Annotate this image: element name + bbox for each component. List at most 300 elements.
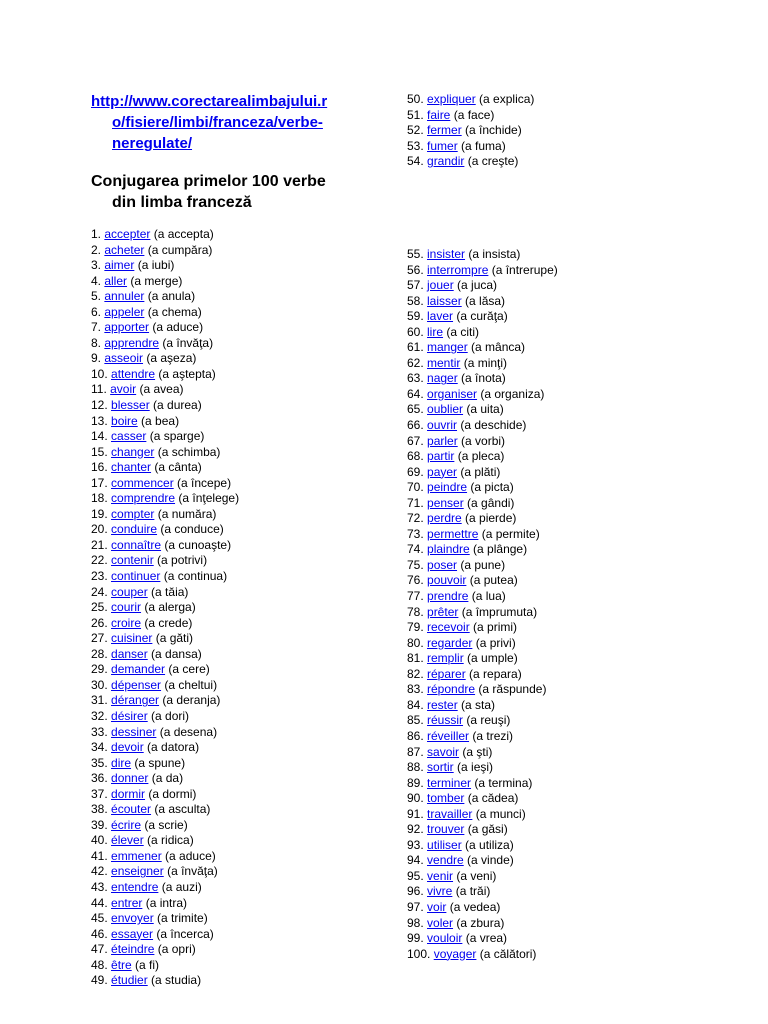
verb-number: 44.	[91, 895, 112, 910]
verb-translation: (a aştepta)	[155, 366, 216, 381]
verb-number: 8.	[91, 335, 105, 350]
verb-link[interactable]: donner	[111, 771, 149, 786]
source-link-line-3[interactable]	[91, 133, 381, 154]
verb-list-item	[407, 853, 558, 869]
verb-number: 86.	[407, 728, 428, 743]
verb-link[interactable]: enseigner	[111, 864, 164, 879]
verb-link[interactable]: utiliser	[427, 837, 462, 852]
verb-translation: (a începe)	[173, 475, 232, 490]
verb-number: 38.	[91, 802, 112, 817]
verb-translation: (a vinde)	[463, 853, 514, 868]
verb-link[interactable]: ouvrir	[427, 418, 458, 433]
verb-list-item	[91, 398, 239, 414]
verb-link[interactable]: appeler	[104, 304, 145, 319]
verb-number: 69.	[407, 464, 428, 479]
verb-number: 74.	[407, 542, 428, 557]
verb-list-item	[91, 414, 239, 430]
verb-number: 59.	[407, 309, 428, 324]
verb-link[interactable]: prendre	[427, 589, 469, 604]
verb-list-item	[407, 356, 558, 372]
verb-link[interactable]: dormir	[111, 786, 146, 801]
verb-number: 40.	[91, 833, 112, 848]
verb-number: 92.	[407, 822, 428, 837]
verb-link[interactable]: devoir	[111, 740, 144, 755]
verb-link[interactable]: voler	[427, 915, 454, 930]
verb-number: 35.	[91, 755, 112, 770]
verb-translation: (a auzi)	[158, 879, 202, 894]
verb-link[interactable]: recevoir	[427, 620, 470, 635]
verb-number: 29.	[91, 662, 112, 677]
verb-list-item	[407, 325, 558, 341]
verb-translation: (a desena)	[156, 724, 218, 739]
verb-link[interactable]: étudier	[111, 973, 148, 988]
verb-list-item	[91, 942, 239, 958]
verb-list-item	[91, 305, 239, 321]
verb-link[interactable]: réveiller	[427, 728, 470, 743]
verb-number: 67.	[407, 433, 428, 448]
verb-number: 27.	[91, 631, 112, 646]
verb-link[interactable]: plaindre	[427, 542, 470, 557]
verb-list-item	[91, 258, 239, 274]
verb-link[interactable]: continuer	[111, 569, 161, 584]
verb-list-item	[407, 900, 558, 916]
verb-link[interactable]: nager	[427, 371, 458, 386]
verb-list-item	[91, 849, 239, 865]
verb-link[interactable]: payer	[427, 464, 458, 479]
verb-link[interactable]: envoyer	[111, 911, 154, 926]
source-url-part-2[interactable]: o/fisiere/limbi/franceza/verbe-	[112, 114, 323, 131]
verb-translation: (a sta)	[457, 697, 496, 712]
verb-link[interactable]: voyager	[433, 946, 477, 961]
verb-link[interactable]: fermer	[427, 123, 462, 138]
verb-link[interactable]: parler	[427, 433, 458, 448]
verb-link[interactable]: permettre	[427, 526, 479, 541]
verb-number: 77.	[407, 589, 428, 604]
source-url-part-1[interactable]: http://www.corectarealimbajului.r	[91, 93, 328, 110]
verb-list-item	[91, 740, 239, 756]
verb-list-item	[91, 336, 239, 352]
verb-list-item	[407, 542, 558, 558]
verb-number: 83.	[407, 682, 428, 697]
verb-link[interactable]: chanter	[111, 460, 152, 475]
verb-link[interactable]: croire	[111, 615, 142, 630]
verb-translation: (a fi)	[131, 957, 160, 972]
verb-number: 17.	[91, 475, 112, 490]
verb-link[interactable]: laver	[427, 309, 454, 324]
verb-list-item	[91, 864, 239, 880]
verb-number: 90.	[407, 791, 428, 806]
verb-link[interactable]: désirer	[111, 708, 148, 723]
verb-number: 16.	[91, 460, 112, 475]
verb-number: 21.	[91, 537, 112, 552]
verb-number: 36.	[91, 771, 112, 786]
verb-link[interactable]: expliquer	[427, 92, 476, 106]
verb-link[interactable]: commencer	[111, 475, 174, 490]
verb-link[interactable]: conduire	[111, 522, 158, 537]
verb-translation: (a continua)	[160, 569, 228, 584]
verb-translation: (a conduce)	[157, 522, 224, 537]
verb-link[interactable]: venir	[427, 868, 454, 883]
verb-translation: (a curăţa)	[453, 309, 508, 324]
verb-translation: (a putea)	[466, 573, 518, 588]
verb-link[interactable]: contenir	[111, 553, 154, 568]
verb-translation: (a gândi)	[463, 495, 515, 510]
verb-link[interactable]: casser	[111, 429, 147, 444]
verb-list-item	[91, 802, 239, 818]
verb-list-column-2	[407, 92, 534, 170]
verb-number: 30.	[91, 677, 112, 692]
verb-list-item	[407, 247, 558, 263]
verb-list-item	[407, 263, 558, 279]
verb-link[interactable]: être	[111, 957, 132, 972]
verb-link[interactable]: travailler	[427, 806, 473, 821]
verb-link[interactable]: peindre	[427, 480, 468, 495]
verb-translation: (a iubi)	[134, 258, 175, 273]
verb-link[interactable]: entrer	[111, 895, 143, 910]
verb-list-item	[407, 309, 558, 325]
verb-link[interactable]: perdre	[427, 511, 462, 526]
verb-translation: (a minţi)	[460, 355, 508, 370]
verb-number: 80.	[407, 635, 428, 650]
verb-list-item	[407, 589, 558, 605]
verb-list-item	[407, 278, 558, 294]
verb-list-item	[407, 791, 558, 807]
verb-translation: (a cumpăra)	[144, 242, 213, 257]
verb-link[interactable]: asseoir	[104, 351, 144, 366]
verb-link[interactable]: pouvoir	[427, 573, 467, 588]
verb-link[interactable]: attendre	[111, 366, 156, 381]
verb-link[interactable]: remplir	[427, 651, 464, 666]
verb-translation: (a dori)	[147, 708, 190, 723]
verb-number: 39.	[91, 817, 112, 832]
verb-list-item	[91, 662, 239, 678]
verb-number: 33.	[91, 724, 112, 739]
verb-link[interactable]: regarder	[427, 635, 473, 650]
verb-list-item	[91, 538, 239, 554]
verb-number: 99.	[407, 931, 428, 946]
verb-list-item	[407, 465, 558, 481]
verb-link[interactable]: jouer	[427, 278, 454, 293]
verb-translation: (a primi)	[469, 620, 518, 635]
verb-link[interactable]: fumer	[427, 138, 458, 153]
verb-number: 34.	[91, 740, 112, 755]
verb-number: 66.	[407, 418, 428, 433]
verb-number: 54.	[407, 154, 428, 169]
verb-number: 71.	[407, 495, 428, 510]
verb-link[interactable]: boire	[111, 413, 138, 428]
verb-number: 4.	[91, 273, 105, 288]
verb-link[interactable]: organiser	[427, 386, 478, 401]
verb-link[interactable]: dépenser	[111, 677, 162, 692]
verb-number: 57.	[407, 278, 428, 293]
verb-number: 15.	[91, 444, 112, 459]
verb-translation: (a anula)	[144, 289, 196, 304]
verb-translation: (a bea)	[137, 413, 180, 428]
verb-list-item	[407, 434, 558, 450]
source-link-line-2[interactable]	[91, 112, 381, 133]
verb-link[interactable]: insister	[427, 247, 466, 261]
verb-list-item	[91, 351, 239, 367]
verb-translation: (a umple)	[463, 651, 518, 666]
verb-link[interactable]: dessiner	[111, 724, 157, 739]
verb-link[interactable]: acheter	[104, 242, 145, 257]
verb-list-item	[407, 558, 558, 574]
verb-link[interactable]: demander	[111, 662, 166, 677]
verb-link[interactable]: réparer	[427, 666, 466, 681]
verb-list-item	[91, 771, 239, 787]
verb-list-item	[91, 678, 239, 694]
verb-link[interactable]: comprendre	[111, 491, 176, 506]
verb-number: 12.	[91, 398, 112, 413]
verb-number: 7.	[91, 320, 105, 335]
verb-number: 96.	[407, 884, 428, 899]
verb-link[interactable]: dire	[111, 755, 132, 770]
verb-link[interactable]: danser	[111, 646, 148, 661]
verb-list-item	[407, 154, 534, 170]
verb-link[interactable]: réussir	[427, 713, 464, 728]
verb-list-item	[407, 449, 558, 465]
verb-list-item	[91, 507, 239, 523]
verb-translation: (a veni)	[453, 868, 497, 883]
verb-list-item	[91, 289, 239, 305]
verb-translation: (a avea)	[136, 382, 184, 397]
verb-link[interactable]: couper	[111, 584, 148, 599]
verb-link[interactable]: aller	[104, 273, 128, 288]
verb-list-item	[407, 947, 558, 963]
verb-number: 18.	[91, 491, 112, 506]
verb-number: 37.	[91, 786, 112, 801]
verb-translation: (a lua)	[468, 589, 506, 604]
verb-list-item	[91, 320, 239, 336]
verb-translation: (a uita)	[463, 402, 504, 417]
verb-number: 41.	[91, 848, 112, 863]
verb-number: 2.	[91, 242, 105, 257]
verb-link[interactable]: prêter	[427, 604, 459, 619]
verb-translation: (a ridica)	[143, 833, 194, 848]
verb-list-item	[407, 418, 558, 434]
verb-list-item	[407, 92, 534, 108]
verb-link[interactable]: apporter	[104, 320, 150, 335]
verb-number: 13.	[91, 413, 112, 428]
verb-link[interactable]: blesser	[111, 398, 150, 413]
verb-list-item	[91, 693, 239, 709]
verb-link[interactable]: entendre	[111, 879, 159, 894]
verb-link[interactable]: tomber	[427, 791, 465, 806]
verb-translation: (a aşeza)	[143, 351, 197, 366]
verb-link[interactable]: vivre	[427, 884, 453, 899]
verb-number: 60.	[407, 324, 428, 339]
verb-translation: (a opri)	[154, 942, 196, 957]
verb-link[interactable]: manger	[427, 340, 468, 355]
verb-link[interactable]: essayer	[111, 926, 154, 941]
verb-list-item	[91, 647, 239, 663]
page-title-line-1: Conjugarea primelor 100 verbe	[91, 173, 326, 190]
verb-translation: (a fuma)	[457, 138, 506, 153]
source-link	[91, 91, 381, 154]
verb-list-item	[407, 760, 558, 776]
verb-link[interactable]: annuler	[104, 289, 145, 304]
verb-list-item	[91, 460, 239, 476]
verb-link[interactable]: cuisiner	[111, 631, 153, 646]
verb-link[interactable]: vendre	[427, 853, 464, 868]
verb-translation: (a zbura)	[453, 915, 505, 930]
verb-link[interactable]: élever	[111, 833, 144, 848]
verb-translation: (a deschide)	[457, 418, 527, 433]
page-title-line-2: din limba franceză	[112, 194, 252, 211]
verb-link[interactable]: apprendre	[104, 335, 160, 350]
verb-translation: (a trezi)	[469, 728, 514, 743]
verb-list-item	[407, 916, 558, 932]
verb-translation: (a trăi)	[452, 884, 491, 899]
verb-list-item	[407, 869, 558, 885]
verb-list-item	[407, 496, 558, 512]
verb-list-item	[91, 631, 239, 647]
verb-link[interactable]: répondre	[427, 682, 476, 697]
verb-number: 48.	[91, 957, 112, 972]
verb-link[interactable]: interrompre	[427, 262, 489, 277]
verb-list-item	[407, 371, 558, 387]
verb-translation: (a juca)	[453, 278, 498, 293]
verb-number: 97.	[407, 899, 428, 914]
verb-list-item	[91, 973, 239, 989]
verb-number: 42.	[91, 864, 112, 879]
verb-number: 10.	[91, 366, 112, 381]
verb-translation: (a plânge)	[469, 542, 528, 557]
verb-list-item	[407, 651, 558, 667]
verb-link[interactable]: faire	[427, 107, 451, 122]
verb-list-item	[91, 833, 239, 849]
verb-link[interactable]: rester	[427, 697, 458, 712]
verb-number: 5.	[91, 289, 105, 304]
verb-link[interactable]: lire	[427, 324, 444, 339]
verb-link[interactable]: laisser	[427, 293, 462, 308]
verb-number: 98.	[407, 915, 428, 930]
verb-number: 31.	[91, 693, 112, 708]
verb-link[interactable]: savoir	[427, 744, 460, 759]
verb-number: 100.	[407, 946, 434, 961]
verb-translation: (a cânta)	[151, 460, 202, 475]
verb-link[interactable]: partir	[427, 449, 455, 464]
verb-translation: (a citi)	[443, 324, 480, 339]
verb-link[interactable]: accepter	[104, 227, 151, 241]
verb-number: 82.	[407, 666, 428, 681]
verb-list-item	[407, 745, 558, 761]
verb-link[interactable]: compter	[111, 506, 155, 521]
verb-translation: (a accepta)	[150, 227, 214, 241]
verb-list-item	[91, 818, 239, 834]
verb-list-item	[407, 605, 558, 621]
verb-list-item	[91, 429, 239, 445]
verb-link[interactable]: écrire	[111, 817, 142, 832]
verb-link[interactable]: voir	[427, 899, 447, 914]
verb-number: 1.	[91, 227, 105, 241]
verb-link[interactable]: oublier	[427, 402, 464, 417]
verb-number: 43.	[91, 879, 112, 894]
verb-number: 58.	[407, 293, 428, 308]
verb-number: 20.	[91, 522, 112, 537]
verb-translation: (a învăţa)	[163, 864, 218, 879]
verb-number: 94.	[407, 853, 428, 868]
verb-translation: (a reuşi)	[463, 713, 511, 728]
verb-list-item	[407, 139, 534, 155]
verb-link[interactable]: trouver	[427, 822, 465, 837]
verb-number: 70.	[407, 480, 428, 495]
verb-number: 32.	[91, 708, 112, 723]
verb-list-item	[91, 522, 239, 538]
verb-number: 88.	[407, 760, 428, 775]
verb-translation: (a trimite)	[153, 911, 208, 926]
verb-number: 73.	[407, 526, 428, 541]
verb-link[interactable]: aimer	[104, 258, 135, 273]
verb-list-item	[91, 725, 239, 741]
source-url-part-3[interactable]: neregulate/	[112, 135, 193, 152]
verb-translation: (a spune)	[131, 755, 186, 770]
verb-link[interactable]: grandir	[427, 154, 465, 169]
verb-number: 51.	[407, 107, 428, 122]
verb-translation: (a vrea)	[462, 931, 508, 946]
verb-translation: (a picta)	[467, 480, 514, 495]
verb-translation: (a găsi)	[464, 822, 508, 837]
verb-link[interactable]: écouter	[111, 802, 152, 817]
verb-number: 25.	[91, 600, 112, 615]
verb-translation: (a călători)	[476, 946, 537, 961]
verb-list-item	[407, 884, 558, 900]
verb-number: 76.	[407, 573, 428, 588]
verb-link[interactable]: courir	[111, 600, 142, 615]
verb-number: 53.	[407, 138, 428, 153]
verb-number: 93.	[407, 837, 428, 852]
verb-link[interactable]: éteindre	[111, 942, 155, 957]
verb-link[interactable]: avoir	[110, 382, 137, 397]
verb-link[interactable]: sortir	[427, 760, 454, 775]
verb-list-item	[91, 958, 239, 974]
verb-translation: (a vedea)	[446, 899, 501, 914]
verb-link[interactable]: déranger	[111, 693, 160, 708]
verb-list-item	[407, 573, 558, 589]
verb-list-item	[91, 787, 239, 803]
source-link-line-1[interactable]	[91, 91, 381, 112]
verb-link[interactable]: emmener	[111, 848, 162, 863]
verb-number: 62.	[407, 355, 428, 370]
verb-list-item	[91, 445, 239, 461]
verb-link[interactable]: changer	[111, 444, 155, 459]
verb-translation: (a face)	[450, 107, 495, 122]
verb-number: 22.	[91, 553, 112, 568]
verb-translation: (a lăsa)	[461, 293, 506, 308]
verb-list-item	[407, 123, 534, 139]
verb-number: 87.	[407, 744, 428, 759]
verb-link[interactable]: connaître	[111, 537, 162, 552]
verb-translation: (a termina)	[471, 775, 533, 790]
verb-link[interactable]: vouloir	[427, 931, 463, 946]
verb-number: 50.	[407, 92, 428, 106]
verb-list-item	[407, 620, 558, 636]
verb-link[interactable]: mentir	[427, 355, 461, 370]
verb-translation: (a număra)	[154, 506, 217, 521]
verb-translation: (a explica)	[475, 92, 535, 106]
verb-number: 65.	[407, 402, 428, 417]
verb-link[interactable]: penser	[427, 495, 464, 510]
verb-translation: (a insista)	[465, 247, 521, 261]
verb-number: 56.	[407, 262, 428, 277]
verb-link[interactable]: terminer	[427, 775, 472, 790]
verb-list-item	[407, 822, 558, 838]
verb-list-item	[407, 480, 558, 496]
verb-translation: (a înota)	[457, 371, 506, 386]
verb-list-column-3	[407, 247, 558, 962]
verb-link[interactable]: poser	[427, 557, 458, 572]
verb-translation: (a cheltui)	[161, 677, 218, 692]
